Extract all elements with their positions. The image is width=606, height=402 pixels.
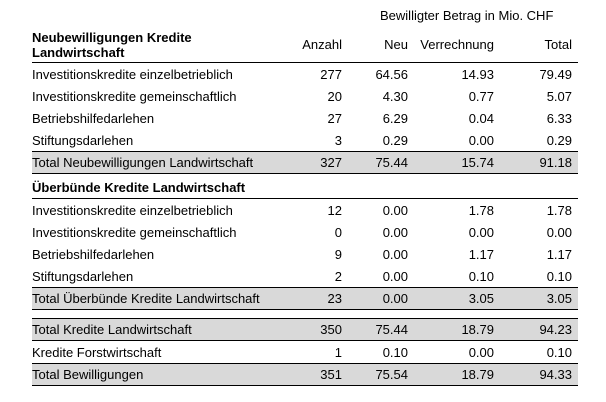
- total-bewilligungen-row: [32, 364, 578, 385]
- row-anzahl: 27: [327, 111, 342, 126]
- row-total: 94.23: [539, 322, 572, 337]
- row-anzahl: 3: [334, 133, 342, 148]
- table-row: [32, 64, 578, 85]
- row-anzahl: 1: [334, 345, 342, 360]
- table-caption: Bewilligter Betrag in Mio. CHF: [380, 8, 554, 23]
- row-label: Kredite Forstwirtschaft: [32, 345, 162, 360]
- row-label: Total Überbünde Kredite Landwirtschaft: [32, 291, 260, 306]
- row-label: Total Bewilligungen: [32, 367, 144, 382]
- row-anzahl: 2: [334, 269, 342, 284]
- row-anzahl: 351: [320, 367, 342, 382]
- row-neu: 6.29: [382, 111, 408, 126]
- row-rule: [32, 385, 578, 386]
- row-verrechnung: 0.00: [468, 225, 494, 240]
- row-label: Total Neubewilligungen Landwirtschaft: [32, 155, 254, 170]
- section-total-row: [32, 152, 578, 173]
- row-anzahl: 277: [320, 67, 342, 82]
- row-neu: 0.00: [382, 291, 408, 306]
- header-rule: [32, 62, 578, 63]
- row-total: 0.29: [546, 133, 572, 148]
- forstwirtschaft-row: [32, 342, 578, 363]
- table-row: [32, 130, 578, 151]
- header-total: Total: [544, 37, 572, 52]
- row-verrechnung: 0.77: [468, 89, 494, 104]
- table-row: [32, 244, 578, 265]
- row-verrechnung: 3.05: [468, 291, 494, 306]
- table-row: [32, 266, 578, 287]
- row-anzahl: 12: [327, 203, 342, 218]
- row-anzahl: 327: [320, 155, 342, 170]
- row-label: Betriebshilfedarlehen: [32, 247, 155, 262]
- row-anzahl: 23: [327, 291, 342, 306]
- section-title-line1: Neubewilligungen Kredite: [32, 30, 192, 45]
- section-rule: [32, 198, 578, 199]
- row-verrechnung: 0.04: [468, 111, 494, 126]
- row-anzahl: 350: [320, 322, 342, 337]
- row-total: 0.10: [546, 345, 572, 360]
- row-neu: 0.00: [382, 247, 408, 262]
- table-row: [32, 108, 578, 129]
- row-neu: 75.44: [375, 155, 408, 170]
- row-neu: 64.56: [375, 67, 408, 82]
- row-anzahl: 20: [327, 89, 342, 104]
- row-label: Investitionskredite gemeinschaftlich: [32, 89, 237, 104]
- section-title-ueberbuende: Überbünde Kredite Landwirtschaft: [32, 180, 246, 195]
- row-verrechnung: 0.00: [468, 345, 494, 360]
- row-neu: 4.30: [382, 89, 408, 104]
- row-verrechnung: 15.74: [461, 155, 494, 170]
- row-anzahl: 0: [334, 225, 342, 240]
- row-verrechnung: 0.00: [468, 133, 494, 148]
- header-anzahl: Anzahl: [302, 37, 342, 52]
- row-total: 0.00: [546, 225, 572, 240]
- row-neu: 0.00: [382, 203, 408, 218]
- row-label: Stiftungsdarlehen: [32, 133, 134, 148]
- section-total-row: [32, 288, 578, 309]
- row-total: 6.33: [546, 111, 572, 126]
- row-total: 94.33: [539, 367, 572, 382]
- table-row: [32, 222, 578, 243]
- table-row: [32, 86, 578, 107]
- header-verrechnung: Verrechnung: [420, 37, 494, 52]
- row-total: 79.49: [539, 67, 572, 82]
- row-neu: 0.29: [382, 133, 408, 148]
- row-total: 91.18: [539, 155, 572, 170]
- row-neu: 0.10: [382, 345, 408, 360]
- row-label: Investitionskredite einzelbetrieblich: [32, 203, 233, 218]
- header-neu: Neu: [384, 37, 408, 52]
- row-neu: 0.00: [382, 269, 408, 284]
- row-rule: [32, 173, 578, 174]
- row-verrechnung: 14.93: [461, 67, 494, 82]
- row-total: 1.17: [546, 247, 572, 262]
- row-total: 1.78: [546, 203, 572, 218]
- section-title-neubewilligungen: [32, 30, 192, 60]
- row-total: 3.05: [546, 291, 572, 306]
- section-title-line2: Landwirtschaft: [32, 45, 125, 60]
- row-verrechnung: 0.10: [468, 269, 494, 284]
- row-neu: 75.54: [375, 367, 408, 382]
- row-label: Total Kredite Landwirtschaft: [32, 322, 192, 337]
- row-verrechnung: 18.79: [461, 367, 494, 382]
- row-verrechnung: 1.78: [468, 203, 494, 218]
- row-verrechnung: 1.17: [468, 247, 494, 262]
- row-rule: [32, 309, 578, 310]
- row-total: 5.07: [546, 89, 572, 104]
- row-neu: 0.00: [382, 225, 408, 240]
- row-label: Betriebshilfedarlehen: [32, 111, 155, 126]
- row-rule: [32, 340, 578, 341]
- table-row: [32, 200, 578, 221]
- row-verrechnung: 18.79: [461, 322, 494, 337]
- row-anzahl: 9: [334, 247, 342, 262]
- row-total: 0.10: [546, 269, 572, 284]
- row-label: Investitionskredite gemeinschaftlich: [32, 225, 237, 240]
- row-label: Investitionskredite einzelbetrieblich: [32, 67, 233, 82]
- row-neu: 75.44: [375, 322, 408, 337]
- total-kredite-row: [32, 319, 578, 340]
- row-label: Stiftungsdarlehen: [32, 269, 134, 284]
